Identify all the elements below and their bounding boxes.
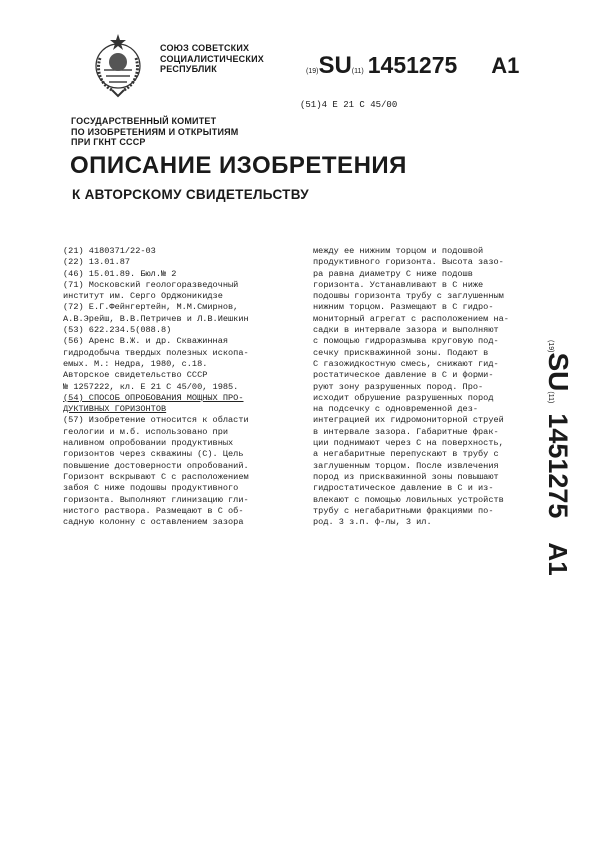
- text-line: ра равна диаметру С ниже подошв: [313, 268, 473, 279]
- text-line: подошвы горизонта трубу с заглушенным: [313, 291, 504, 302]
- text-line: на подсечку с одновременной дез-: [313, 404, 479, 415]
- patent-number: 1451275: [367, 52, 458, 78]
- text-line: заглушенным торцом. После извлечения: [313, 460, 499, 471]
- org-line: СОЦИАЛИСТИЧЕСКИХ: [160, 53, 264, 64]
- text-line: продуктивного горизонта. Высота зазо-: [313, 257, 504, 268]
- right-column: [313, 246, 545, 528]
- text-line: в интервале зазора. Габаритные фрак-: [313, 426, 499, 437]
- org-line: СОЮЗ СОВЕТСКИХ: [160, 43, 250, 53]
- text-line: А.В.Эрейш, В.В.Петричев и Л.В.Иешкин: [63, 313, 249, 324]
- text-line: род. 3 з.п. ф-лы, 3 ил.: [313, 517, 432, 528]
- text-line: руют зону разрушенных пород. Про-: [313, 381, 484, 392]
- text-line: горизонта. Выполняют глинизацию гли-: [63, 494, 249, 505]
- text-line: ДУКТИВНЫХ ГОРИЗОНТОВ: [63, 404, 167, 415]
- text-line: геологии и м.б. использовано при: [63, 426, 229, 437]
- document-subtitle: К АВТОРСКОМУ СВИДЕТЕЛЬСТВУ: [72, 187, 309, 202]
- text-line: Горизонт вскрывают С с расположением: [63, 471, 249, 482]
- text-line: Авторское свидетельство СССР: [63, 370, 208, 381]
- text-line: между ее нижним торцом и подошвой: [313, 246, 484, 256]
- text-line: (46) 15.01.89. Бюл.№ 2: [63, 268, 177, 279]
- text-line: нистого раствора. Размещают в С об-: [63, 505, 244, 516]
- text-line: (57) Изобретение относится к области: [63, 415, 249, 426]
- text-line: с помощью гидроразмыва круговую под-: [313, 336, 499, 347]
- text-line: трубу с негабаритными фракциями по-: [313, 505, 494, 516]
- text-line: влекают с помощью ловильных устройств: [313, 494, 504, 505]
- text-line: горизонтов через скважины (С). Цель: [63, 449, 244, 460]
- text-line: мониторный агрегат с расположением на-: [313, 313, 509, 324]
- text-line: горизонта. Устанавливают в С ниже: [313, 279, 484, 290]
- text-line: интеграцией их гидромониторной струей: [313, 415, 504, 426]
- text-line: гидродобыча твердых полезных ископа-: [63, 347, 249, 358]
- country-code: SU: [318, 52, 352, 79]
- text-line: забоя С ниже подошвы продуктивного: [63, 483, 239, 494]
- committee-line: ПО ИЗОБРЕТЕНИЯМ И ОТКРЫТИЯМ: [71, 126, 239, 137]
- committee-line: ПРИ ГКНТ СССР: [71, 137, 146, 147]
- text-line: институт им. Серго Орджоникидзе: [63, 291, 223, 302]
- text-line: а негабаритные перепускают в трубу с: [313, 449, 499, 460]
- text-line: № 1257222, кл. Е 21 С 45/00, 1985.: [63, 381, 239, 392]
- text-line: нижним торцом. Размещают в С гидро-: [313, 302, 494, 313]
- patent-number: 1451275: [543, 413, 573, 519]
- text-line: повышение достоверности опробований.: [63, 460, 249, 471]
- text-line: садную колонну с оставлением зазора: [63, 517, 244, 528]
- ipc-classification: (51)4 Е 21 С 45/00: [300, 100, 398, 110]
- code-11: (11): [351, 68, 364, 75]
- organization-name: [160, 43, 264, 75]
- text-line: гидростатическое давление в С и из-: [313, 483, 494, 494]
- text-line: ростатическое давление в С и форми-: [313, 370, 494, 381]
- code-11: (11): [547, 391, 554, 404]
- text-line: сечку прискважинной зоны. Подают в: [313, 347, 489, 358]
- state-emblem-icon: [86, 30, 150, 100]
- committee-line: ГОСУДАРСТВЕННЫЙ КОМИТЕТ: [71, 116, 217, 126]
- text-line: (71) Московский геологоразведочный: [63, 279, 239, 290]
- code-19: (19): [547, 340, 554, 353]
- text-line: садки в интервале зазора и выполняют: [313, 325, 499, 336]
- text-line: (56) Аренс В.Ж. и др. Скважинная: [63, 336, 229, 347]
- text-line: (53) 622.234.5(088.8): [63, 325, 172, 336]
- code-19: (19): [306, 68, 319, 75]
- text-line: (21) 4180371/22-03: [63, 246, 156, 256]
- text-line: ции поднимают через С на поверхность,: [313, 438, 504, 449]
- text-line: (54) СПОСОБ ОПРОБОВАНИЯ МОЩНЫХ ПРО-: [63, 392, 244, 403]
- left-column: [63, 246, 291, 528]
- kind-code: A1: [491, 53, 520, 78]
- text-line: (72) Е.Г.Фейнгертейн, М.М.Смирнов,: [63, 302, 239, 313]
- text-line: С газожидкостную смесь, снижают гид-: [313, 358, 499, 369]
- text-line: (22) 13.01.87: [63, 257, 131, 268]
- document-title: ОПИСАНИЕ ИЗОБРЕТЕНИЯ: [70, 152, 407, 179]
- committee-name: [71, 116, 238, 148]
- vertical-patent-number: [528, 340, 588, 680]
- text-line: пород из прискважинной зоны повышают: [313, 471, 499, 482]
- kind-code: A1: [543, 542, 573, 576]
- text-line: наливном опробовании продуктивных: [63, 438, 234, 449]
- org-line: РЕСПУБЛИК: [160, 64, 217, 74]
- patent-number-header: [306, 52, 519, 80]
- text-line: исходит обрушение разрушенных пород: [313, 392, 494, 403]
- country-code: SU: [543, 352, 574, 392]
- text-line: емых. М.: Недра, 1980, с.18.: [63, 358, 208, 369]
